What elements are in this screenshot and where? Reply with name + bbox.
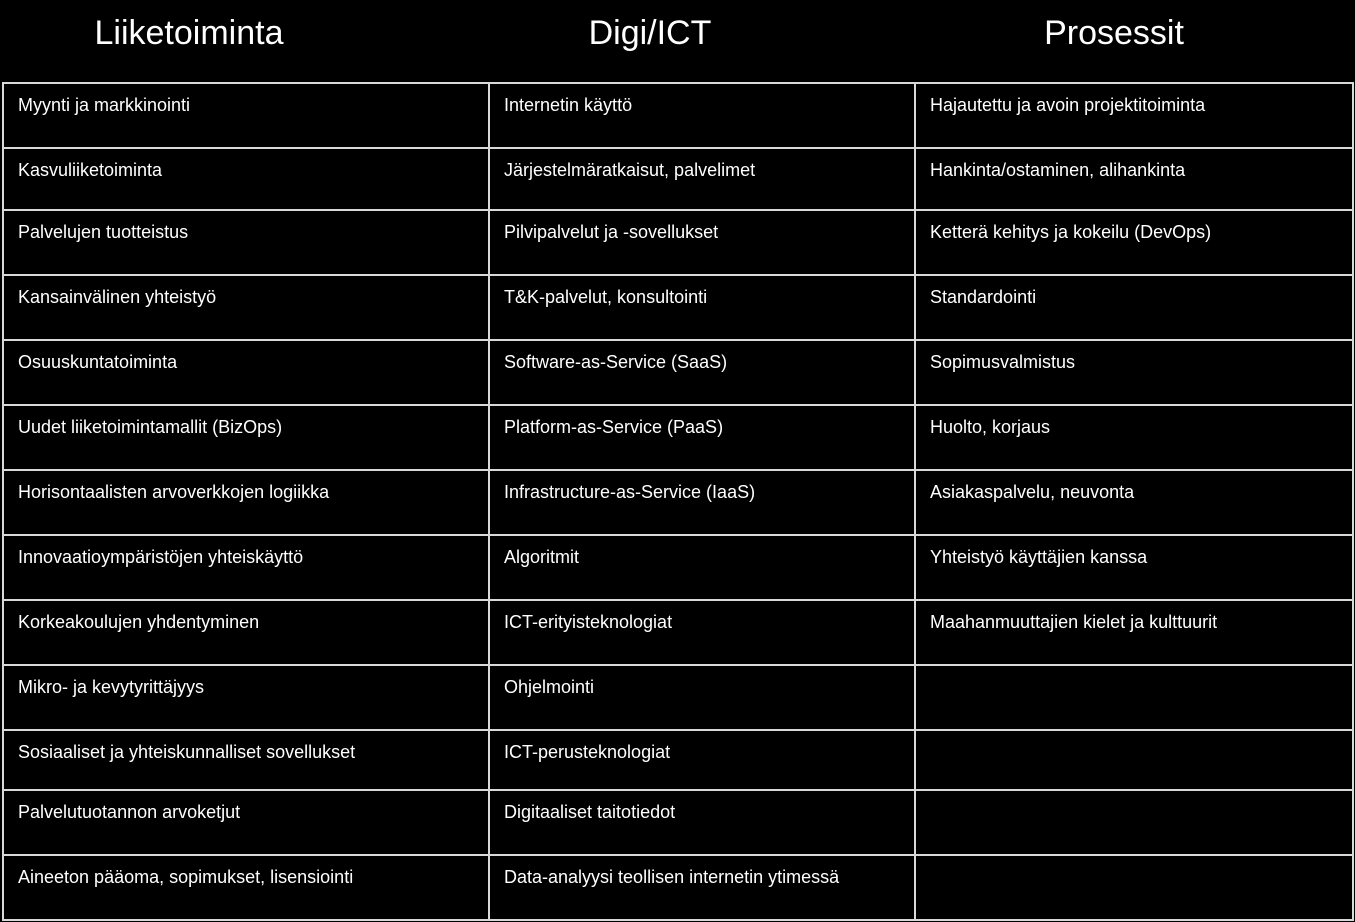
- table-cell: Osuuskuntatoiminta: [3, 340, 489, 405]
- table-header: [0, 0, 1355, 82]
- table-row: [3, 405, 1353, 470]
- table-cell: Internetin käyttö: [489, 83, 915, 148]
- table-cell: Hankinta/ostaminen, alihankinta: [915, 148, 1353, 210]
- table-cell: Algoritmit: [489, 535, 915, 600]
- column-header-prosessit: Prosessit: [1044, 14, 1184, 52]
- table-cell: [915, 665, 1353, 730]
- table-cell: Digitaaliset taitotiedot: [489, 790, 915, 855]
- table-cell: Horisontaalisten arvoverkkojen logiikka: [3, 470, 489, 535]
- table-cell: Kasvuliiketoiminta: [3, 148, 489, 210]
- table-row: [3, 210, 1353, 275]
- table-cell: Yhteistyö käyttäjien kanssa: [915, 535, 1353, 600]
- table-cell: Ohjelmointi: [489, 665, 915, 730]
- table-cell: [915, 790, 1353, 855]
- table-cell: Aineeton pääoma, sopimukset, lisensiointi: [3, 855, 489, 920]
- table-row: [3, 275, 1353, 340]
- table-row: [3, 340, 1353, 405]
- table-cell: ICT-perusteknologiat: [489, 730, 915, 790]
- table-cell: Infrastructure-as-Service (IaaS): [489, 470, 915, 535]
- table-cell: Sopimusvalmistus: [915, 340, 1353, 405]
- table-cell: Huolto, korjaus: [915, 405, 1353, 470]
- table-row: [3, 855, 1353, 920]
- table-cell: Kansainvälinen yhteistyö: [3, 275, 489, 340]
- table-cell: [915, 855, 1353, 920]
- table-row: [3, 148, 1353, 210]
- table-row: [3, 790, 1353, 855]
- table-cell: Ketterä kehitys ja kokeilu (DevOps): [915, 210, 1353, 275]
- table-cell: Asiakaspalvelu, neuvonta: [915, 470, 1353, 535]
- table-cell: ICT-erityisteknologiat: [489, 600, 915, 665]
- table-cell: Maahanmuuttajien kielet ja kulttuurit: [915, 600, 1353, 665]
- table-cell: Palvelujen tuotteistus: [3, 210, 489, 275]
- table-cell: [915, 730, 1353, 790]
- table-cell: Platform-as-Service (PaaS): [489, 405, 915, 470]
- table-cell: Data-analyysi teollisen internetin ytimessä: [489, 855, 915, 920]
- table-row: [3, 535, 1353, 600]
- table-cell: Standardointi: [915, 275, 1353, 340]
- table-cell: Palvelutuotannon arvoketjut: [3, 790, 489, 855]
- table-row: [3, 600, 1353, 665]
- table-cell: Uudet liiketoimintamallit (BizOps): [3, 405, 489, 470]
- column-header-liiketoiminta: Liiketoiminta: [94, 14, 284, 52]
- table-cell: Myynti ja markkinointi: [3, 83, 489, 148]
- table-cell: Järjestelmäratkaisut, palvelimet: [489, 148, 915, 210]
- table-cell: Korkeakoulujen yhdentyminen: [3, 600, 489, 665]
- column-header-digi-ict: Digi/ICT: [588, 14, 712, 52]
- table-row: [3, 730, 1353, 790]
- table-cell: Innovaatioympäristöjen yhteiskäyttö: [3, 535, 489, 600]
- table-cell: Software-as-Service (SaaS): [489, 340, 915, 405]
- table-cell: T&K-palvelut, konsultointi: [489, 275, 915, 340]
- table-cell: Pilvipalvelut ja -sovellukset: [489, 210, 915, 275]
- table-cell: Mikro- ja kevytyrittäjyys: [3, 665, 489, 730]
- table-cell: Hajautettu ja avoin projektitoiminta: [915, 83, 1353, 148]
- table-row: [3, 83, 1353, 148]
- table-row: [3, 470, 1353, 535]
- table-row: [3, 665, 1353, 730]
- table-cell: Sosiaaliset ja yhteiskunnalliset sovellukset: [3, 730, 489, 790]
- topic-table: [2, 82, 1354, 921]
